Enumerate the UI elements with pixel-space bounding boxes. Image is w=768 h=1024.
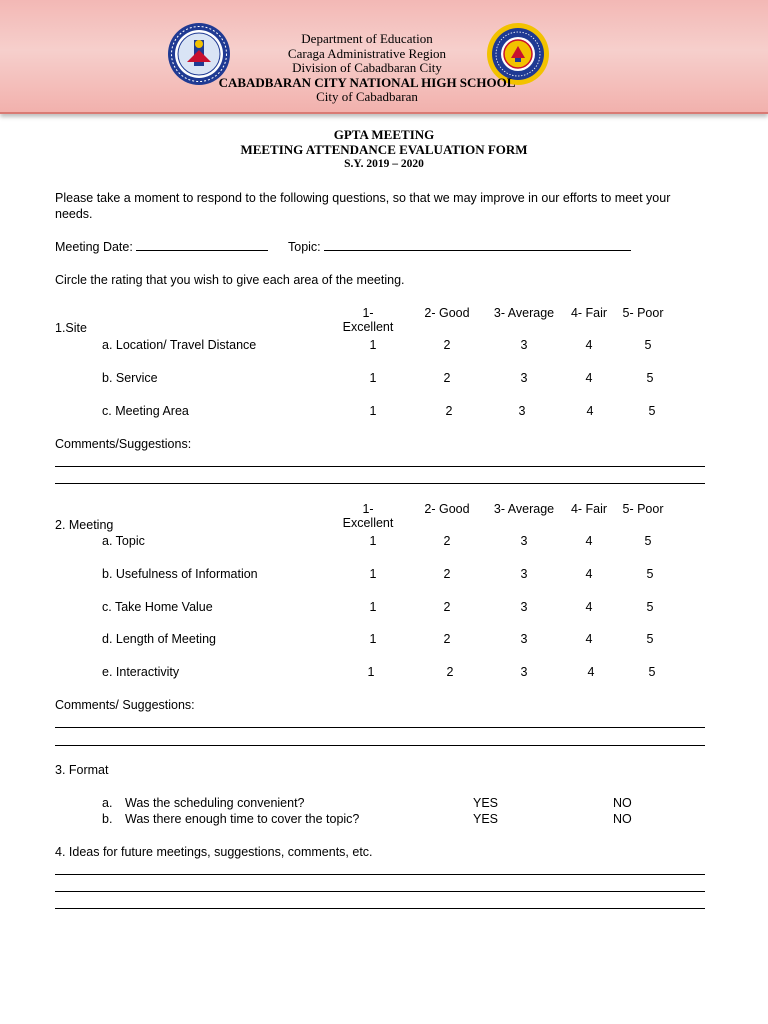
rating-4[interactable]: 4 — [587, 665, 595, 679]
rating-4[interactable]: 4 — [585, 371, 593, 385]
site-comments-label: Comments/Suggestions: — [55, 437, 192, 451]
rating-1[interactable]: 1 — [369, 338, 377, 352]
site-item-label: c. Meeting Area — [102, 404, 189, 418]
scale-excellent: 1- Excellent — [342, 306, 394, 334]
school-name: CABADBARAN CITY NATIONAL HIGH SCHOOL — [218, 74, 516, 90]
rating-5[interactable]: 5 — [646, 567, 654, 581]
form-title: MEETING ATTENDANCE EVALUATION FORM — [240, 142, 528, 157]
meeting-date-field[interactable] — [55, 240, 268, 254]
format-question-letter: a. — [102, 796, 113, 810]
format-question-text: Was there enough time to cover the topic? — [125, 812, 360, 826]
section-ideas-title: 4. Ideas for future meetings, suggestions, comments, etc. — [55, 845, 373, 859]
scale-good: 2- Good — [424, 502, 470, 516]
topic-blank[interactable] — [324, 240, 631, 251]
comment-line[interactable] — [55, 745, 705, 746]
scale-average: 3- Average — [493, 306, 555, 320]
meeting-date-label: Meeting Date: — [55, 240, 133, 254]
yes-option[interactable]: YES — [473, 796, 499, 810]
rating-2[interactable]: 2 — [443, 567, 451, 581]
rating-4[interactable]: 4 — [585, 600, 593, 614]
letterhead-text — [0, 32, 734, 105]
rating-4[interactable]: 4 — [585, 338, 593, 352]
letterhead — [0, 0, 768, 114]
rating-3[interactable]: 3 — [520, 665, 528, 679]
site-item-label: b. Service — [102, 371, 158, 385]
division-line: Division of Cabadbaran City — [292, 60, 442, 75]
department-line: Department of Education — [301, 31, 433, 46]
section-format-title: 3. Format — [55, 763, 109, 777]
instruction-text: Circle the rating that you wish to give each area of the meeting. — [55, 273, 405, 287]
meeting-item-label: b. Usefulness of Information — [102, 567, 258, 581]
rating-3[interactable]: 3 — [520, 371, 528, 385]
rating-4[interactable]: 4 — [585, 632, 593, 646]
comment-line[interactable] — [55, 891, 705, 892]
site-item-label: a. Location/ Travel Distance — [102, 338, 257, 352]
rating-2[interactable]: 2 — [443, 338, 451, 352]
rating-1[interactable]: 1 — [369, 567, 377, 581]
rating-5[interactable]: 5 — [646, 632, 654, 646]
rating-1[interactable]: 1 — [369, 632, 377, 646]
rating-1[interactable]: 1 — [369, 404, 377, 418]
rating-4[interactable]: 4 — [585, 534, 593, 548]
rating-3[interactable]: 3 — [520, 600, 528, 614]
rating-1[interactable]: 1 — [369, 534, 377, 548]
region-line: Caraga Administrative Region — [287, 45, 447, 61]
rating-5[interactable]: 5 — [646, 371, 654, 385]
rating-5[interactable]: 5 — [644, 338, 652, 352]
comment-line[interactable] — [55, 874, 705, 875]
rating-2[interactable]: 2 — [443, 600, 451, 614]
scale-poor: 5- Poor — [622, 306, 664, 320]
rating-4[interactable]: 4 — [586, 404, 594, 418]
scale-poor: 5- Poor — [622, 502, 664, 516]
no-option[interactable]: NO — [613, 796, 632, 810]
topic-label: Topic: — [288, 240, 321, 254]
rating-2[interactable]: 2 — [443, 371, 451, 385]
meeting-date-blank[interactable] — [136, 240, 268, 251]
rating-4[interactable]: 4 — [585, 567, 593, 581]
topic-field[interactable] — [288, 240, 631, 254]
scale-average: 3- Average — [493, 502, 555, 516]
meeting-item-label: d. Length of Meeting — [102, 632, 216, 646]
section-meeting-title: 2. Meeting — [55, 518, 114, 532]
rating-2[interactable]: 2 — [446, 665, 454, 679]
rating-5[interactable]: 5 — [646, 600, 654, 614]
no-option[interactable]: NO — [613, 812, 632, 826]
scale-fair: 4- Fair — [570, 306, 608, 320]
comment-line[interactable] — [55, 727, 705, 728]
meeting-item-label: c. Take Home Value — [102, 600, 213, 614]
scale-fair: 4- Fair — [570, 502, 608, 516]
intro-text: Please take a moment to respond to the following questions, so that we may improve in our efforts to meet your — [55, 191, 671, 205]
rating-3[interactable]: 3 — [518, 404, 526, 418]
meeting-item-label: e. Interactivity — [102, 665, 180, 679]
form-heading: GPTA MEETING — [333, 127, 435, 142]
intro-text-cont: needs. — [55, 207, 93, 221]
rating-3[interactable]: 3 — [520, 632, 528, 646]
rating-1[interactable]: 1 — [369, 371, 377, 385]
section-site-title: 1.Site — [55, 321, 87, 335]
rating-5[interactable]: 5 — [648, 665, 656, 679]
meeting-comments-label: Comments/ Suggestions: — [55, 698, 195, 712]
rating-1[interactable]: 1 — [369, 600, 377, 614]
format-question-letter: b. — [102, 812, 113, 826]
format-question-text: Was the scheduling convenient? — [125, 796, 305, 810]
rating-5[interactable]: 5 — [648, 404, 656, 418]
rating-5[interactable]: 5 — [644, 534, 652, 548]
rating-3[interactable]: 3 — [520, 534, 528, 548]
rating-1[interactable]: 1 — [367, 665, 375, 679]
school-year: S.Y. 2019 – 2020 — [344, 158, 424, 170]
comment-line[interactable] — [55, 908, 705, 909]
comment-line[interactable] — [55, 466, 705, 467]
scale-good: 2- Good — [424, 306, 470, 320]
rating-2[interactable]: 2 — [445, 404, 453, 418]
meeting-item-label: a. Topic — [102, 534, 145, 548]
rating-2[interactable]: 2 — [443, 534, 451, 548]
city-line: City of Cabadbaran — [316, 89, 418, 104]
yes-option[interactable]: YES — [473, 812, 499, 826]
rating-3[interactable]: 3 — [520, 567, 528, 581]
rating-2[interactable]: 2 — [443, 632, 451, 646]
scale-excellent: 1- Excellent — [342, 502, 394, 530]
rating-3[interactable]: 3 — [520, 338, 528, 352]
comment-line[interactable] — [55, 483, 705, 484]
